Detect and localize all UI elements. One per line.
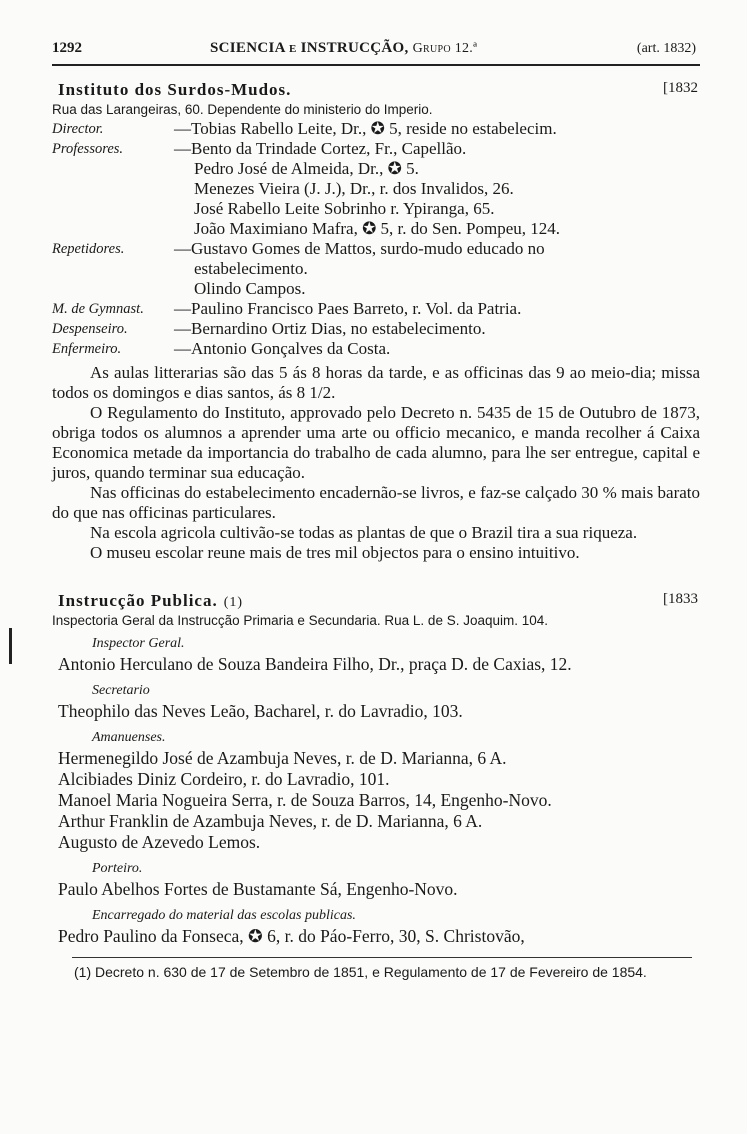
- staff-entry: João Maximiano Mafra, ✪ 5, r. do Sen. Pompeu, 124.: [194, 219, 561, 238]
- staff-entry: José Rabello Leite Sobrinho r. Ypiranga, 65.: [194, 199, 495, 218]
- staff-list: [52, 119, 700, 359]
- group-label: Porteiro.: [92, 861, 143, 876]
- group-entry: Manoel Maria Nogueira Serra, r. de Souza Barros, 14, Engenho-Novo.: [58, 790, 552, 810]
- paragraph: O museu escolar reune mais de tres mil objectos para o ensino intuitivo.: [90, 543, 580, 562]
- section-year: [1833: [663, 591, 698, 607]
- section-heading-instruction: [52, 591, 700, 613]
- margin-mark: [9, 628, 12, 664]
- footnote: (1) Decreto n. 630 de 17 de Setembro de 1851, e Regulamento de 17 de Fevereiro de 1854.: [74, 964, 647, 980]
- staff-row: [52, 279, 700, 299]
- section-note: (1): [223, 595, 244, 610]
- page-number: 1292: [52, 40, 82, 56]
- staff-row: [52, 199, 700, 219]
- staff-entry: Olindo Campos.: [194, 279, 306, 298]
- staff-row: [52, 319, 700, 339]
- staff-row: [52, 299, 700, 319]
- group-entry: Antonio Herculano de Souza Bandeira Filho, Dr., praça D. de Caxias, 12.: [58, 654, 572, 674]
- instruction-groups: [52, 636, 700, 947]
- group-entry: Theophilo das Neves Leão, Bacharel, r. do Lavradio, 103.: [58, 701, 463, 721]
- group-label: Amanuenses.: [92, 730, 166, 745]
- section-title: Instrucção Publica. (1): [58, 591, 244, 610]
- staff-entry: —Bento da Trindade Cortez, Fr., Capellão.: [174, 139, 467, 158]
- staff-role: Enfermeiro.: [52, 341, 122, 357]
- header-article: (art. 1832): [636, 41, 696, 56]
- section-year: [1832: [663, 80, 698, 96]
- paragraph: O Regulamento do Instituto, approvado pelo Decreto n. 5435 de 15 de Outubro de 1873, obriga todos os alumnos a aprender uma arte ou officio mecanico, e manda recolher á Caixa Economica metade da importancia do trabalho de cada alumno, para lhe ser entregue, capital e juros, quando terminar sua educação.: [52, 403, 700, 482]
- group-label: Encarregado do material das escolas publicas.: [92, 908, 356, 923]
- paragraph: Nas officinas do estabelecimento encadernão-se livros, e faz-se calçado 30 % mais barato do que nas officinas particulares.: [52, 483, 700, 522]
- section-title: Instituto dos Surdos-Mudos.: [58, 80, 292, 99]
- staff-row: [52, 259, 700, 279]
- staff-row: [52, 219, 700, 239]
- group-entry: Arthur Franklin de Azambuja Neves, r. de D. Marianna, 6 A.: [58, 811, 483, 831]
- footnote-rule: [72, 957, 692, 958]
- institute-address: Rua das Larangeiras, 60. Dependente do ministerio do Imperio.: [52, 102, 433, 117]
- staff-entry: —Paulino Francisco Paes Barreto, r. Vol. da Patria.: [174, 299, 522, 318]
- staff-entry: —Bernardino Ortiz Dias, no estabelecimento.: [174, 319, 486, 338]
- group-label: Secretario: [92, 683, 150, 698]
- header-title: SCIENCIA e INSTRUCÇÃO, Grupo 12.ª: [210, 40, 478, 56]
- staff-row: [52, 339, 700, 359]
- group-entry: Alcibiades Diniz Cordeiro, r. do Lavradio, 101.: [58, 769, 390, 789]
- section-heading-institute: [52, 80, 700, 102]
- staff-entry: estabelecimento.: [194, 259, 308, 278]
- staff-row: [52, 119, 700, 139]
- staff-entry: Pedro José de Almeida, Dr., ✪ 5.: [194, 159, 419, 178]
- group-entry: Paulo Abelhos Fortes de Bustamante Sá, Engenho-Novo.: [58, 879, 458, 899]
- staff-entry: —Antonio Gonçalves da Costa.: [174, 339, 391, 358]
- running-header: [52, 40, 700, 62]
- staff-row: [52, 159, 700, 179]
- staff-entry: —Tobias Rabello Leite, Dr., ✪ 5, reside no estabelecim.: [174, 119, 557, 138]
- staff-row: [52, 179, 700, 199]
- header-group: Grupo 12.ª: [412, 41, 478, 56]
- staff-row: [52, 239, 700, 259]
- staff-role: Despenseiro.: [52, 321, 128, 337]
- page: [52, 40, 700, 980]
- group-entry: Augusto de Azevedo Lemos.: [58, 832, 261, 852]
- paragraph: As aulas litterarias são das 5 ás 8 horas da tarde, e as officinas das 9 ao meio-dia; missa todos os domingos e dias santos, ás 8 1/2.: [52, 363, 700, 402]
- paragraph: Na escola agricola cultivão-se todas as plantas de que o Brazil tira a sua riqueza.: [90, 523, 638, 542]
- group-entry: Hermenegildo José de Azambuja Neves, r. de D. Marianna, 6 A.: [58, 748, 507, 768]
- group-entry: Pedro Paulino da Fonseca, ✪ 6, r. do Páo-Ferro, 30, S. Christovão,: [58, 926, 525, 946]
- staff-entry: —Gustavo Gomes de Mattos, surdo-mudo educado no: [174, 239, 545, 258]
- header-rule: [52, 64, 700, 66]
- staff-role: Director.: [52, 121, 104, 137]
- group-label: Inspector Geral.: [92, 636, 185, 651]
- staff-role: Repetidores.: [52, 241, 125, 257]
- staff-role: Professores.: [52, 141, 124, 157]
- staff-row: [52, 139, 700, 159]
- instruction-address: Inspectoria Geral da Instrucção Primaria e Secundaria. Rua L. de S. Joaquim. 104.: [52, 613, 549, 628]
- staff-entry: Menezes Vieira (J. J.), Dr., r. dos Invalidos, 26.: [194, 179, 514, 198]
- staff-role: M. de Gymnast.: [52, 301, 144, 317]
- institute-paragraphs: [52, 363, 700, 563]
